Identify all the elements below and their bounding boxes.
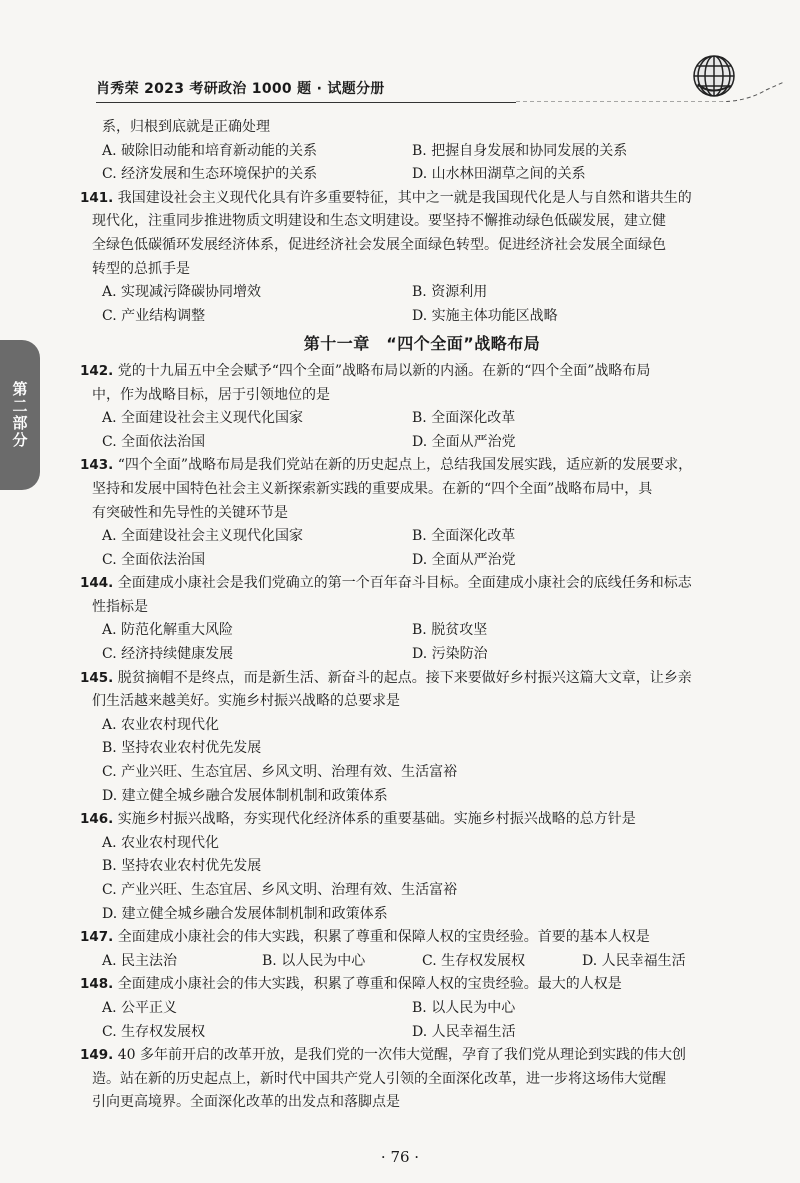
option-c: C. 经济持续健康发展 xyxy=(102,646,234,663)
option-a: A. 全面建设社会主义现代化国家 xyxy=(102,528,304,545)
option-a: A. 防范化解重大风险 xyxy=(102,622,234,639)
option-a: A. 全面建设社会主义现代化国家 xyxy=(102,410,304,427)
option-b: B. 坚持农业农村优先发展 xyxy=(102,858,262,875)
question-142 xyxy=(80,360,752,454)
question-line: 现代化，注重同步推进物质文明建设和生态文明建设。要坚持不懈推动绿色低碳发展，建立健 xyxy=(92,213,666,230)
option-a: A. 实现减污降碳协同增效 xyxy=(102,284,262,301)
question-line: 党的十九届五中全会赋予“四个全面”战略布局以新的内涵。在新的“四个全面”战略布局 xyxy=(117,362,651,379)
option-d: D. 建立健全城乡融合发展体制机制和政策体系 xyxy=(102,905,388,922)
option-a: A. 农业农村现代化 xyxy=(102,834,220,851)
option-d: D. 全面从严治党 xyxy=(412,551,516,568)
option-a: A. 公平正义 xyxy=(102,999,178,1016)
option-b: B. 资源利用 xyxy=(412,284,488,301)
question-number: 144. xyxy=(80,575,114,592)
question-line: 坚持和发展中国特色社会主义新探索新实践的重要成果。在新的“四个全面”战略布局中，具 xyxy=(92,480,653,497)
option-c: C. 产业兴旺、生态宜居、乡风文明、治理有效、生活富裕 xyxy=(102,882,458,898)
question-line: 性指标是 xyxy=(92,598,148,615)
option-c: C. 产业结构调整 xyxy=(102,307,206,324)
question-number: 145. xyxy=(80,669,114,686)
question-line: 全面建成小康社会的伟大实践，积累了尊重和保障人权的宝贵经验。最大的人权是 xyxy=(117,976,622,993)
question-141 xyxy=(80,187,752,329)
page-content xyxy=(80,116,752,1115)
globe-logo-icon xyxy=(690,52,738,100)
option-c: C. 经济发展和生态环境保护的关系 xyxy=(102,166,318,183)
question-146 xyxy=(80,808,752,926)
question-number: 147. xyxy=(80,929,114,946)
question-line: “四个全面”战略布局是我们党站在新的历史起点上，总结我国发展实践，适应新的发展要求， xyxy=(117,457,693,474)
running-header xyxy=(96,78,706,100)
question-number: 149. xyxy=(80,1047,114,1064)
question-line: 全绿色低碳循环发展经济体系，促进经济社会发展全面绿色转型。促进经济社会发展全面绿色 xyxy=(92,236,666,253)
question-147 xyxy=(80,926,752,973)
option-a: A. 破除旧动能和培育新动能的关系 xyxy=(102,142,318,159)
option-d: D. 人民幸福生活 xyxy=(412,1023,516,1040)
option-d: D. 实施主体功能区战略 xyxy=(412,307,558,324)
option-b: B. 以人民为中心 xyxy=(262,952,366,969)
question-line: 转型的总抓手是 xyxy=(92,260,190,277)
option-b: B. 全面深化改革 xyxy=(412,410,516,427)
question-line: 造。站在新的历史起点上，新时代中国共产党人引领的全面深化改革，进一步将这场伟大觉醒 xyxy=(92,1070,666,1087)
option-b: B. 全面深化改革 xyxy=(412,528,516,545)
question-145 xyxy=(80,667,752,809)
question-line: 实施乡村振兴战略，夯实现代化经济体系的重要基础。实施乡村振兴战略的总方针是 xyxy=(117,811,636,828)
option-b: B. 脱贫攻坚 xyxy=(412,622,488,639)
question-line: 我国建设社会主义现代化具有许多重要特征，其中之一就是我国现代化是人与自然和谐共生的 xyxy=(117,189,692,206)
option-d: D. 污染防治 xyxy=(412,646,488,663)
question-line: 全面建成小康社会是我们党确立的第一个百年奋斗目标。全面建成小康社会的底线任务和标志 xyxy=(117,575,692,592)
section-side-tab: 第二部分 xyxy=(0,340,40,490)
option-b: B. 以人民为中心 xyxy=(412,999,516,1016)
question-144 xyxy=(80,572,752,666)
question-148 xyxy=(80,973,752,1044)
option-d: D. 全面从严治党 xyxy=(412,433,516,450)
option-d: D. 山水林田湖草之间的关系 xyxy=(412,166,586,183)
question-number: 143. xyxy=(80,457,114,474)
option-d: D. 建立健全城乡融合发展体制机制和政策体系 xyxy=(102,787,388,804)
option-c: C. 生存权发展权 xyxy=(422,952,526,969)
question-line: 有突破性和先导性的关键环节是 xyxy=(92,504,288,521)
header-dashed-line xyxy=(516,82,786,102)
option-b: B. 坚持农业农村优先发展 xyxy=(102,740,262,757)
question-number: 142. xyxy=(80,362,114,379)
option-a: A. 民主法治 xyxy=(102,952,178,969)
question-continuation xyxy=(92,116,752,187)
option-c: C. 全面依法治国 xyxy=(102,433,206,450)
question-143 xyxy=(80,454,752,572)
stem-tail: 系，归根到底就是正确处理 xyxy=(102,119,270,135)
question-line: 们生活越来越美好。实施乡村振兴战略的总要求是 xyxy=(92,693,400,710)
option-c: C. 全面依法治国 xyxy=(102,551,206,568)
option-a: A. 农业农村现代化 xyxy=(102,716,220,733)
question-line: 脱贫摘帽不是终点，而是新生活、新奋斗的起点。接下来要做好乡村振兴这篇大文章，让乡亲 xyxy=(117,669,692,686)
option-c: C. 产业兴旺、生态宜居、乡风文明、治理有效、生活富裕 xyxy=(102,764,458,781)
question-line: 全面建成小康社会的伟大实践，积累了尊重和保障人权的宝贵经验。首要的基本人权是 xyxy=(117,929,650,946)
question-line: 40 多年前开启的改革开放，是我们党的一次伟大觉醒，孕育了我们党从理论到实践的伟大创 xyxy=(117,1047,687,1064)
question-line: 中，作为战略目标，居于引领地位的是 xyxy=(92,386,330,403)
header-rule xyxy=(96,102,516,103)
question-149 xyxy=(80,1044,752,1115)
header-title: 肖秀荣 2023 考研政治 1000 题 · 试题分册 xyxy=(96,81,385,97)
question-number: 148. xyxy=(80,976,114,993)
chapter-title: 第十一章 “四个全面”战略布局 xyxy=(303,334,541,354)
question-number: 141. xyxy=(80,189,114,206)
option-c: C. 生存权发展权 xyxy=(102,1023,206,1040)
question-number: 146. xyxy=(80,811,114,828)
option-b: B. 把握自身发展和协同发展的关系 xyxy=(412,142,628,159)
question-line: 引向更高境界。全面深化改革的出发点和落脚点是 xyxy=(92,1094,400,1111)
page-number: · 76 · xyxy=(380,1148,420,1166)
option-d: D. 人民幸福生活 xyxy=(582,952,686,969)
